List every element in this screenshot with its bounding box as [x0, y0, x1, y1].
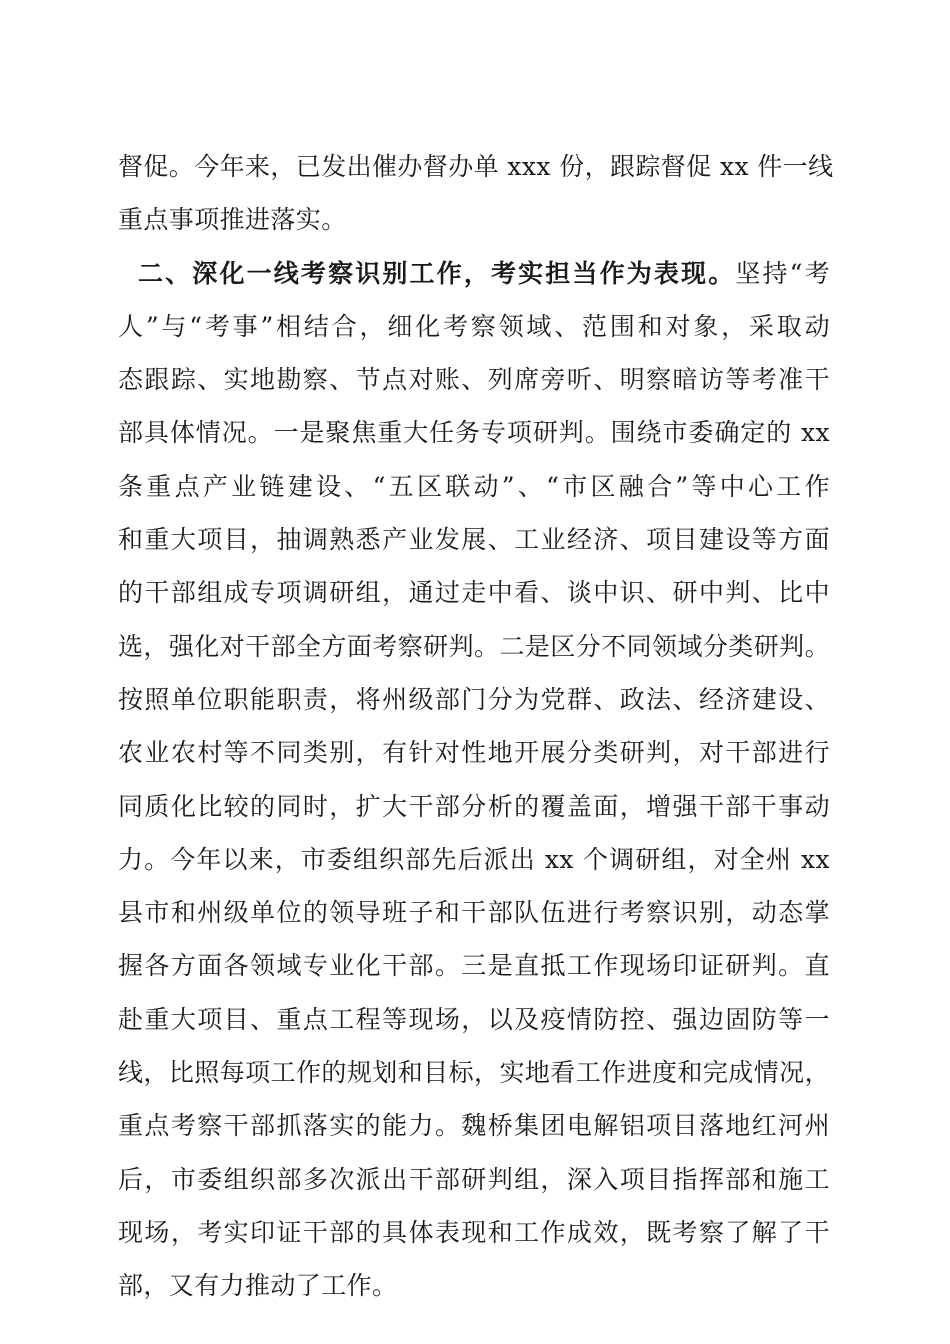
paragraph-2-line-1: [118, 247, 830, 300]
paragraph-1-line-2: 重点事项推进落实。: [118, 205, 347, 235]
paragraph-2-line-6: 和重大项目，抽调熟悉产业发展、工业经济、项目建设等方面: [118, 525, 830, 555]
body-text: [118, 140, 834, 1313]
paragraph-2-line-15: 赴重大项目、重点工程等现场，以及疫情防控、强边固防等一: [118, 1004, 830, 1034]
paragraph-1-line-1: 督促。今年来，已发出催办督办单 xxx 份，跟踪督促 xx 件一线: [118, 152, 834, 181]
paragraph-2-line-12: 力。今年以来，市委组织部先后派出 xx 个调研组，对全州 xx: [118, 844, 830, 874]
paragraph-2-line-20: 部，又有力推动了工作。: [118, 1271, 398, 1301]
paragraph-2-line-1-rest: 坚持“考: [735, 258, 830, 288]
paragraph-2-line-13: 县市和州级单位的领导班子和干部队伍进行考察识别，动态掌: [118, 898, 830, 928]
paragraph-2-line-14: 握各方面各领域专业化干部。三是直抵工作现场印证研判。直: [118, 951, 830, 981]
paragraph-2-line-9: 按照单位职能职责，将州级部门分为党群、政法、经济建设、: [118, 684, 830, 714]
paragraph-2-line-7: 的干部组成专项调研组，通过走中看、谈中识、研中判、比中: [118, 578, 830, 608]
paragraph-2-line-3: 态跟踪、实地勘察、节点对账、列席旁听、明察暗访等考准干: [118, 365, 830, 395]
paragraph-2-line-16: 线，比照每项工作的规划和目标，实地看工作进度和完成情况，: [118, 1058, 830, 1088]
paragraph-2-line-18: 后，市委组织部多次派出干部研判组，深入项目指挥部和施工: [118, 1164, 830, 1194]
paragraph-2-line-19: 现场，考实印证干部的具体表现和工作成效，既考察了解了干: [118, 1217, 830, 1247]
paragraph-2-line-17: 重点考察干部抓落实的能力。魏桥集团电解铝项目落地红河州: [118, 1111, 830, 1141]
paragraph-2-line-11: 同质化比较的同时，扩大干部分析的覆盖面，增强干部干事动: [118, 791, 830, 821]
section-heading: 二、深化一线考察识别工作，考实担当作为表现。: [138, 258, 736, 288]
paragraph-2-line-8: 选，强化对干部全方面考察研判。二是区分不同领域分类研判。: [118, 631, 830, 661]
paragraph-2-line-10: 农业农村等不同类别，有针对性地开展分类研判，对干部进行: [118, 738, 830, 768]
paragraph-2-line-5: 条重点产业链建设、“五区联动”、“市区融合”等中心工作: [118, 471, 830, 501]
paragraph-2-line-4: 部具体情况。一是聚焦重大任务专项研判。围绕市委确定的 xx: [118, 418, 830, 448]
paragraph-2-line-2: 人”与“考事”相结合，细化考察领域、范围和对象，采取动: [118, 311, 830, 341]
